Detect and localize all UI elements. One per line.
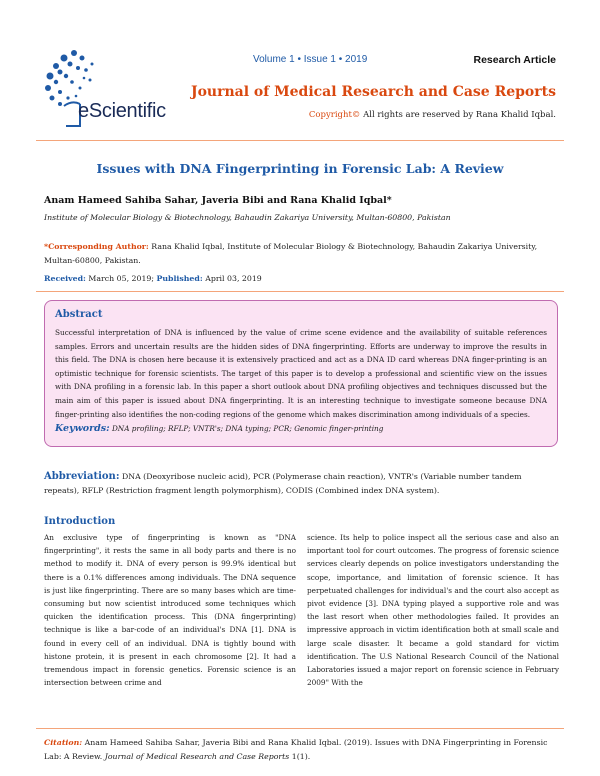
citation-block: [44, 736, 559, 764]
abbreviation-text: DNA (Deoxyribose nucleic acid), PCR (Polymerase chain reaction), VNTR's (Variable number tandem repeats), RFLP (Restriction fragment length polymorphism), CODIS (Combined index DNA system).: [44, 472, 522, 495]
journal-title: Journal of Medical Research and Case Reports: [190, 84, 556, 100]
copyright-line: [309, 110, 556, 120]
corresponding-author: [44, 240, 559, 268]
article-type: Research Article: [473, 54, 556, 66]
footer-divider: [36, 728, 564, 729]
received-label: Received:: [44, 274, 86, 283]
logo-text: eScientific: [78, 100, 166, 122]
introduction-column-1: An exclusive type of fingerprinting is known as "DNA fingerprinting", it rests the same in all body parts and there is no method to modify it. DNA of every person is 99.9% identical but there is a 0.1% differences among individuals. The DNA sequence is just like fingerprinting. There are so many bases which are time-consuming but now scientist introduced some techniques which quicken the identification process. This (DNA fingerprinting) technique is like a bar-code of an individual's DNA [1]. DNA is found in every cell of an individual. DNA is tightly bound with histone protein, it is present in each chromosome [2]. It had a tremendous impact in forensic genetics. Forensic science is an intersection between crime and: [44, 533, 296, 688]
keywords-text: DNA profiling; RFLP; VNTR's; DNA typing; PCR; Genomic finger-printing: [109, 424, 384, 434]
introduction-heading: Introduction: [44, 516, 116, 527]
received-date: March 05, 2019;: [85, 274, 157, 283]
citation-issue: 1(1).: [289, 752, 311, 761]
keywords-label: Keywords:: [55, 423, 110, 435]
authors: Anam Hameed Sahiba Sahar, Javeria Bibi and Rana Khalid Iqbal*: [44, 195, 392, 206]
copyright-text: All rights are reserved by Rana Khalid Iqbal.: [360, 110, 556, 120]
abbreviation-label: Abbreviation:: [44, 471, 120, 482]
abbreviation-block: [44, 470, 559, 498]
citation-text: Anam Hameed Sahiba Sahar, Javeria Bibi and Rana Khalid Iqbal. (2019). Issues with DNA Fingerprinting in Forensic Lab: A Review.: [44, 738, 548, 761]
corresponding-text: Rana Khalid Iqbal, Institute of Molecular Biology & Biotechnology, Bahaudin Zakariya University, Multan-60800, Pakistan.: [44, 242, 538, 265]
abstract-box: [44, 300, 558, 447]
volume-issue: Volume 1 • Issue 1 • 2019: [253, 54, 368, 65]
published-date: April 03, 2019: [202, 274, 262, 283]
corresponding-label: *Corresponding Author:: [44, 242, 149, 251]
published-label: Published:: [156, 274, 203, 283]
copyright-label: Copyright©: [308, 110, 361, 120]
keywords-line: [55, 423, 547, 434]
abstract-heading: Abstract: [55, 309, 103, 320]
header-divider: [36, 140, 564, 141]
introduction-column-2: science. Its help to police inspect all the serious case and also an important tool for court outcomes. The progress of forensic science services clearly depends on police investigators understanding the scope, importance, and limitation of forensic science. It has perpetuated challenges for individual's and the court also accept as pivot evidence [3]. DNA typing played a supportive role and was the last resort when other methodologies failed. It provides an impressive approach in victim identification both at small scale and large scale disaster. It became a gold standard for victim identification. The U.S National Research Council of the National Laboratories issued a major report on forensic science in February 2009" With the: [307, 533, 559, 688]
citation-label: Citation:: [44, 738, 83, 747]
citation-journal: Journal of Medical Research and Case Reports: [104, 752, 290, 761]
affiliation: Institute of Molecular Biology & Biotechnology, Bahaudin Zakariya University, Multan-60800, Pakistan: [44, 213, 451, 222]
abstract-body: Successful interpretation of DNA is influenced by the value of crime scene evidence and the availability of suitable references samples. Errors and uncertain results are the hidden sides of DNA fingerprinting. Efforts are underway to improve the results in this field. The DNA is chosen here because it is extensively practiced and act as a DNA ID card whereas DNA finger-printing is an optimistic technique for forensic scientists. The target of this paper is to develop a professional and scientific view on the issues with DNA profiling in a forensic lab. In this paper a short outlook about DNA profiling objectives and techniques discussed but the main aim of this paper is issued about DNA fingerprinting. It is an interesting technique to investigate someone because DNA finger-printing also identifies the non-coding regions of the genome which makes discrimination among individuals of a species.: [55, 328, 547, 419]
paper-title: Issues with DNA Fingerprinting in Forensic Lab: A Review: [96, 161, 504, 176]
title-divider: [36, 291, 564, 292]
dates-line: [44, 274, 262, 283]
